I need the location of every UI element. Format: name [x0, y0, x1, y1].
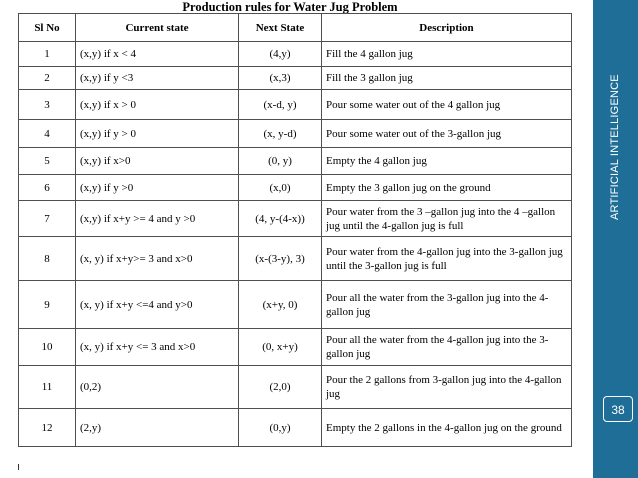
cell-sl-no: 7	[19, 201, 76, 237]
cell-sl-no: 12	[19, 409, 76, 447]
cell-description: Empty the 4 gallon jug	[322, 148, 572, 175]
production-rules-table	[18, 13, 572, 447]
cell-sl-no: 6	[19, 175, 76, 201]
cell-next-state: (4,y)	[239, 42, 322, 67]
cell-current-state: (x,y) if x+y >= 4 and y >0	[76, 201, 239, 237]
cell-current-state: (x,y) if x > 0	[76, 90, 239, 120]
cell-next-state: (2,0)	[239, 366, 322, 409]
table-row	[19, 409, 572, 447]
page-number: 38	[603, 396, 633, 422]
table-row	[19, 366, 572, 409]
header-sl-no: Sl No	[19, 14, 76, 42]
header-description: Description	[322, 14, 572, 42]
cell-sl-no: 10	[19, 329, 76, 366]
cell-current-state: (0,2)	[76, 366, 239, 409]
cell-current-state: (x,y) if x < 4	[76, 42, 239, 67]
cell-sl-no: 9	[19, 281, 76, 329]
table-row	[19, 148, 572, 175]
cell-description: Fill the 3 gallon jug	[322, 67, 572, 90]
cell-sl-no: 4	[19, 120, 76, 148]
cell-next-state: (0, x+y)	[239, 329, 322, 366]
cell-next-state: (0, y)	[239, 148, 322, 175]
table-row	[19, 237, 572, 281]
corner-tick	[18, 464, 19, 470]
table-row	[19, 175, 572, 201]
cell-current-state: (x,y) if y > 0	[76, 120, 239, 148]
cell-description: Pour all the water from the 3-gallon jug into the 4-gallon jug	[322, 281, 572, 329]
cell-next-state: (0,y)	[239, 409, 322, 447]
table-row	[19, 67, 572, 90]
cell-description: Pour water from the 3 –gallon jug into the 4 –gallon jug until the 4-gallon jug is full	[322, 201, 572, 237]
header-current-state: Current state	[76, 14, 239, 42]
header-next-state: Next State	[239, 14, 322, 42]
cell-current-state: (x,y) if x>0	[76, 148, 239, 175]
table-row	[19, 281, 572, 329]
cell-description: Empty the 3 gallon jug on the ground	[322, 175, 572, 201]
cell-next-state: (x,0)	[239, 175, 322, 201]
cell-next-state: (x+y, 0)	[239, 281, 322, 329]
cell-description: Pour some water out of the 3-gallon jug	[322, 120, 572, 148]
cell-current-state: (x,y) if y <3	[76, 67, 239, 90]
cell-next-state: (x-d, y)	[239, 90, 322, 120]
cell-sl-no: 5	[19, 148, 76, 175]
cell-next-state: (x,3)	[239, 67, 322, 90]
header-row	[19, 14, 572, 42]
cell-current-state: (x,y) if y >0	[76, 175, 239, 201]
table-row	[19, 201, 572, 237]
cell-current-state: (2,y)	[76, 409, 239, 447]
cell-next-state: (x, y-d)	[239, 120, 322, 148]
cell-description: Pour the 2 gallons from 3-gallon jug into the 4-gallon jug	[322, 366, 572, 409]
cell-description: Pour all the water from the 4-gallon jug into the 3-gallon jug	[322, 329, 572, 366]
cell-description: Empty the 2 gallons in the 4-gallon jug on the ground	[322, 409, 572, 447]
course-title-label: ARTIFICIAL INTELLIGENCE	[609, 74, 621, 220]
table-title: Production rules for Water Jug Problem	[182, 0, 398, 14]
cell-sl-no: 8	[19, 237, 76, 281]
cell-next-state: (4, y-(4-x))	[239, 201, 322, 237]
table-row	[19, 120, 572, 148]
cell-next-state: (x-(3-y), 3)	[239, 237, 322, 281]
table-row	[19, 329, 572, 366]
cell-current-state: (x, y) if x+y <=4 and y>0	[76, 281, 239, 329]
cell-description: Fill the 4 gallon jug	[322, 42, 572, 67]
cell-description: Pour some water out of the 4 gallon jug	[322, 90, 572, 120]
table-row	[19, 42, 572, 67]
table-row	[19, 90, 572, 120]
cell-sl-no: 3	[19, 90, 76, 120]
cell-sl-no: 2	[19, 67, 76, 90]
cell-sl-no: 11	[19, 366, 76, 409]
cell-sl-no: 1	[19, 42, 76, 67]
cell-description: Pour water from the 4-gallon jug into the 3-gallon jug until the 3-gallon jug is full	[322, 237, 572, 281]
cell-current-state: (x, y) if x+y <= 3 and x>0	[76, 329, 239, 366]
cell-current-state: (x, y) if x+y>= 3 and x>0	[76, 237, 239, 281]
